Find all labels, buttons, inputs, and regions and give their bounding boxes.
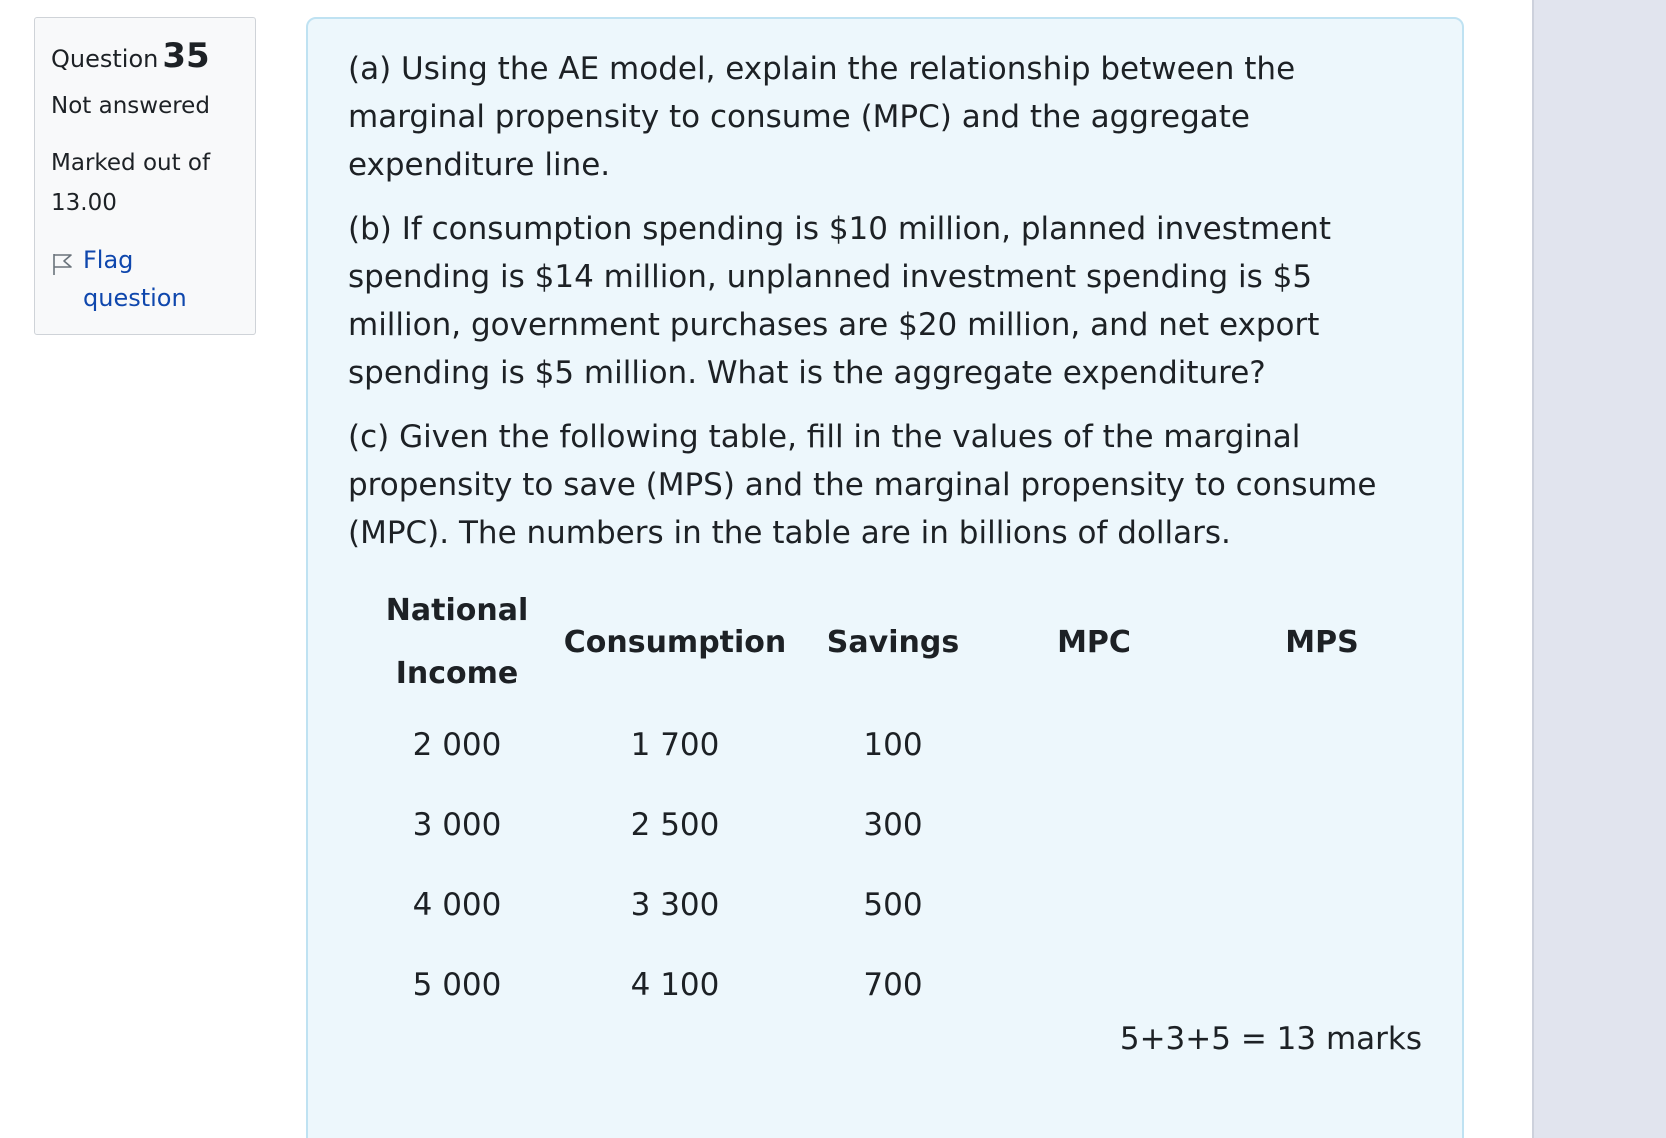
table-row	[384, 705, 1422, 785]
cell-savings: 300	[863, 807, 923, 843]
header-mps: MPS	[1285, 624, 1359, 660]
question-heading	[51, 36, 239, 77]
marks-breakdown: 5+3+5 = 13 marks	[1119, 1021, 1422, 1057]
cell-consumption: 1 700	[630, 727, 720, 763]
flag-outline-icon	[51, 249, 75, 273]
header-savings: Savings	[826, 624, 960, 660]
flag-question-link[interactable]	[51, 241, 239, 317]
cell-mpc	[966, 705, 1222, 785]
income-table	[384, 579, 1422, 1025]
flag-question-label: Flag question	[83, 245, 187, 312]
question-number: 35	[162, 36, 210, 76]
cell-mpc	[966, 785, 1222, 865]
table-row	[384, 785, 1422, 865]
question-info-panel	[34, 17, 256, 335]
header-consumption: Consumption	[563, 624, 787, 660]
cell-savings: 500	[863, 887, 923, 923]
table-header-row	[384, 579, 1422, 705]
cell-national-income: 4 000	[412, 887, 502, 923]
cell-mpc	[966, 865, 1222, 945]
question-state: Not answered	[51, 92, 210, 119]
question-content	[306, 17, 1464, 1138]
cell-national-income: 3 000	[412, 807, 502, 843]
cell-consumption: 2 500	[630, 807, 720, 843]
header-mpc: MPC	[1057, 624, 1131, 660]
right-side-panel	[1532, 0, 1666, 1138]
question-grade: Marked out of 13.00	[51, 149, 211, 216]
cell-savings: 100	[863, 727, 923, 763]
cell-savings: 700	[863, 967, 923, 1003]
question-part-b: (b) If consumption spending is $10 million, planned investment spending is $14 million, unplanned investment spending is $5 million, government purchases are $20 million, and net export spending is $5 million. What is the aggregate expenditure?	[348, 211, 1332, 391]
cell-mps	[1222, 705, 1422, 785]
table-row	[384, 945, 1422, 1025]
question-part-c: (c) Given the following table, fill in the values of the marginal propensity to save (MPS) and the marginal propensity to consume (MPC). The numbers in the table are in billions of dollars.	[348, 419, 1377, 551]
cell-national-income: 5 000	[412, 967, 502, 1003]
cell-mps	[1222, 945, 1422, 1025]
cell-mps	[1222, 785, 1422, 865]
question-part-a: (a) Using the AE model, explain the relationship between the marginal propensity to consume (MPC) and the aggregate expenditure line.	[348, 51, 1296, 183]
cell-mps	[1222, 865, 1422, 945]
question-label: Question	[51, 45, 159, 73]
table-row	[384, 865, 1422, 945]
cell-national-income: 2 000	[412, 727, 502, 763]
cell-consumption: 3 300	[630, 887, 720, 923]
cell-mpc	[966, 945, 1222, 1025]
cell-consumption: 4 100	[630, 967, 720, 1003]
header-national-income: National Income	[385, 593, 529, 691]
